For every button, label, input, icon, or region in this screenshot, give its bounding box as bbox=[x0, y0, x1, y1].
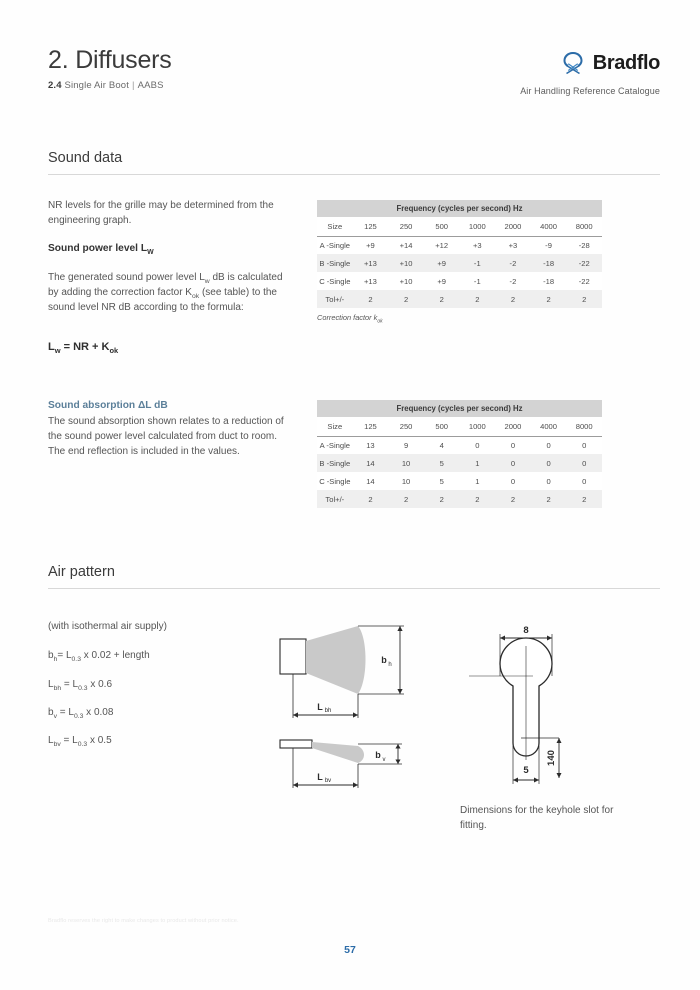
cell: +3 bbox=[495, 236, 531, 254]
brand-name: Bradflo bbox=[592, 51, 660, 74]
cell: -18 bbox=[531, 254, 567, 272]
cell: +13 bbox=[353, 254, 389, 272]
cell: +10 bbox=[388, 272, 424, 290]
formula-lhs-sub: bh bbox=[53, 685, 62, 692]
band-header-label: Frequency (cycles per second) Hz bbox=[317, 200, 602, 217]
sound-absorption-heading: Sound absorption ΔL dB bbox=[48, 400, 168, 411]
row-label: Tol+/- bbox=[317, 490, 353, 508]
cell: -22 bbox=[566, 272, 602, 290]
brand-tagline: Air Handling Reference Catalogue bbox=[520, 86, 660, 96]
power-text-2: dB is calculated by adding the correction factor K bbox=[48, 272, 283, 298]
power-text-1: The generated sound power level L bbox=[48, 272, 205, 283]
cell: 2 bbox=[424, 290, 460, 308]
cell: +10 bbox=[388, 254, 424, 272]
cell: 0 bbox=[495, 454, 531, 472]
vertical-throw-diagram bbox=[272, 732, 432, 799]
cell: 2 bbox=[531, 290, 567, 308]
row-label: Tol+/- bbox=[317, 290, 353, 308]
subsection-title: Single Air Boot bbox=[64, 80, 130, 91]
table-row bbox=[317, 290, 602, 308]
cell: 4 bbox=[424, 436, 460, 454]
caption-text: Correction factor k bbox=[317, 313, 378, 322]
freq-header-500: 500 bbox=[424, 217, 460, 236]
table-row bbox=[317, 236, 602, 254]
cell: 2 bbox=[424, 490, 460, 508]
cell: +12 bbox=[424, 236, 460, 254]
cell: -22 bbox=[566, 254, 602, 272]
freq-header-2000: 2000 bbox=[495, 417, 531, 436]
cell: -2 bbox=[495, 272, 531, 290]
freq-header-250: 250 bbox=[388, 217, 424, 236]
caption-subscript: ok bbox=[377, 318, 383, 325]
power-sub-2: ok bbox=[191, 293, 200, 300]
cell: 0 bbox=[531, 454, 567, 472]
freq-header-500: 500 bbox=[424, 417, 460, 436]
row-label: A -Single bbox=[317, 236, 353, 254]
band-header-label: Frequency (cycles per second) Hz bbox=[317, 400, 602, 417]
cell: 10 bbox=[388, 472, 424, 490]
cell: -1 bbox=[460, 272, 496, 290]
cell: +9 bbox=[424, 272, 460, 290]
size-column-header: Size bbox=[317, 417, 353, 436]
sound-absorption-table bbox=[317, 400, 602, 508]
formula-lhs-sub: bv bbox=[53, 741, 61, 748]
cell: +14 bbox=[388, 236, 424, 254]
absorption-table-wrap bbox=[317, 400, 602, 508]
correction-factor-table-wrap bbox=[317, 200, 602, 325]
cell: 9 bbox=[388, 436, 424, 454]
air-pattern-formula-4 bbox=[48, 733, 284, 748]
formula-lhs: L bbox=[48, 735, 54, 746]
power-sub-1: w bbox=[204, 278, 210, 285]
table-row bbox=[317, 272, 602, 290]
row-label: B -Single bbox=[317, 254, 353, 272]
table-column-header-row bbox=[317, 417, 602, 436]
freq-header-4000: 4000 bbox=[531, 217, 567, 236]
formula-rest: x 0.5 bbox=[87, 735, 112, 746]
horizontal-throw-diagram bbox=[272, 616, 432, 731]
freq-header-125: 125 bbox=[353, 417, 389, 436]
cell: 2 bbox=[566, 490, 602, 508]
row-label: B -Single bbox=[317, 454, 353, 472]
table-column-header-row bbox=[317, 217, 602, 236]
formula-eq-sub: 0.3 bbox=[73, 713, 84, 720]
air-pattern-formula-1 bbox=[48, 648, 284, 663]
sound-power-subscript: W bbox=[147, 249, 154, 257]
formula-eq: = L bbox=[57, 650, 72, 661]
table-row bbox=[317, 454, 602, 472]
cell: -2 bbox=[495, 254, 531, 272]
cell: 2 bbox=[388, 490, 424, 508]
cell: 2 bbox=[495, 490, 531, 508]
cell: 2 bbox=[566, 290, 602, 308]
sound-power-heading bbox=[48, 243, 284, 257]
subsection-number: 2.4 bbox=[48, 80, 62, 91]
cell: 0 bbox=[531, 436, 567, 454]
cell: 14 bbox=[353, 454, 389, 472]
page-header bbox=[48, 48, 660, 106]
sound-power-label: Sound power level L bbox=[48, 243, 148, 254]
formula-eq: = L bbox=[56, 707, 74, 718]
sound-power-formula bbox=[48, 337, 284, 355]
cell: 0 bbox=[460, 436, 496, 454]
freq-header-250: 250 bbox=[388, 417, 424, 436]
formula-lhs-sub: h bbox=[53, 656, 58, 663]
section-divider bbox=[48, 174, 660, 175]
freq-header-125: 125 bbox=[353, 217, 389, 236]
formula-eq: = L bbox=[60, 735, 78, 746]
formula-lhs: L bbox=[48, 679, 54, 690]
sound-data-title: Sound data bbox=[48, 150, 123, 166]
cell: 0 bbox=[566, 436, 602, 454]
section-divider bbox=[48, 588, 660, 589]
air-pattern-section-header bbox=[48, 564, 660, 589]
table-band-header-row bbox=[317, 400, 602, 417]
correction-factor-caption bbox=[317, 313, 602, 325]
air-pattern-formula-3 bbox=[48, 705, 284, 720]
formula-eq-sub: 0.3 bbox=[71, 656, 81, 663]
sound-absorption-block bbox=[48, 400, 284, 459]
formula-eq-sub: 0.3 bbox=[77, 741, 88, 748]
cell: 2 bbox=[388, 290, 424, 308]
svg-text:h: h bbox=[388, 662, 392, 668]
correction-factor-table bbox=[317, 200, 602, 308]
formula-rest: x 0.02 + length bbox=[80, 650, 150, 661]
power-text-3: (see table) to the sound level NR dB according to the formula: bbox=[48, 287, 277, 313]
formula-rhs-sub: ok bbox=[109, 346, 119, 356]
cell: 0 bbox=[531, 472, 567, 490]
air-pattern-title: Air pattern bbox=[48, 564, 115, 580]
cell: +9 bbox=[353, 236, 389, 254]
cell: -18 bbox=[531, 272, 567, 290]
subsection-separator: | bbox=[132, 80, 135, 91]
cell: +9 bbox=[424, 254, 460, 272]
l-bh-dimension-label: L bbox=[317, 702, 323, 712]
formula-lhs: b bbox=[48, 707, 54, 718]
cell: +3 bbox=[460, 236, 496, 254]
formula-rest: x 0.6 bbox=[87, 679, 113, 690]
freq-header-8000: 8000 bbox=[566, 217, 602, 236]
svg-text:bh: bh bbox=[324, 708, 332, 714]
subsection-code: AABS bbox=[137, 80, 164, 91]
freq-header-1000: 1000 bbox=[460, 417, 496, 436]
freq-header-1000: 1000 bbox=[460, 217, 496, 236]
cell: -1 bbox=[460, 254, 496, 272]
bradflo-logo-icon bbox=[560, 50, 586, 76]
formula-eq: = L bbox=[61, 679, 79, 690]
page-title: 2. Diffusers bbox=[48, 46, 172, 74]
cell: 2 bbox=[531, 490, 567, 508]
cell: 10 bbox=[388, 454, 424, 472]
isothermal-note: (with isothermal air supply) bbox=[48, 621, 167, 632]
air-pattern-note bbox=[48, 619, 284, 634]
cell: 14 bbox=[353, 472, 389, 490]
footer-disclaimer: Bradflo reserves the right to make changes to product without prior notice. bbox=[48, 918, 239, 924]
sound-data-intro bbox=[48, 198, 284, 228]
formula-lhs: b bbox=[48, 650, 54, 661]
table-row bbox=[317, 254, 602, 272]
sound-data-section-header bbox=[48, 150, 660, 175]
keyhole-caption: Dimensions for the keyhole slot for fitting. bbox=[460, 805, 614, 831]
brand-block bbox=[520, 50, 660, 96]
cell: 5 bbox=[424, 472, 460, 490]
cell: 2 bbox=[460, 490, 496, 508]
formula-mid: = NR + K bbox=[60, 341, 110, 353]
b-v-dimension-label: b bbox=[375, 750, 381, 760]
cell: 2 bbox=[460, 290, 496, 308]
size-column-header: Size bbox=[317, 217, 353, 236]
table-band-header-row bbox=[317, 200, 602, 217]
cell: 0 bbox=[566, 454, 602, 472]
cell: 2 bbox=[353, 490, 389, 508]
cell: 2 bbox=[353, 290, 389, 308]
cell: -28 bbox=[566, 236, 602, 254]
cell: 0 bbox=[566, 472, 602, 490]
cell: 0 bbox=[495, 472, 531, 490]
svg-text:bv: bv bbox=[324, 778, 332, 784]
table-row bbox=[317, 436, 602, 454]
formula-lhs-sub: w bbox=[54, 346, 61, 356]
svg-text:v: v bbox=[382, 757, 386, 763]
freq-header-4000: 4000 bbox=[531, 417, 567, 436]
cell: +13 bbox=[353, 272, 389, 290]
sound-power-paragraph bbox=[48, 270, 284, 315]
cell: 1 bbox=[460, 472, 496, 490]
table-row bbox=[317, 490, 602, 508]
keyhole-height-label: 140 bbox=[546, 750, 557, 766]
formula-eq-sub: 0.3 bbox=[78, 685, 88, 692]
cell: 1 bbox=[460, 454, 496, 472]
cell: 2 bbox=[495, 290, 531, 308]
air-pattern-formula-2 bbox=[48, 677, 284, 692]
formula-rest: x 0.08 bbox=[83, 707, 114, 718]
l-bv-dimension-label: L bbox=[317, 772, 323, 782]
keyhole-slot-diagram bbox=[455, 618, 635, 798]
cell: 5 bbox=[424, 454, 460, 472]
freq-header-8000: 8000 bbox=[566, 417, 602, 436]
row-label: C -Single bbox=[317, 272, 353, 290]
keyhole-top-width-label: 8 bbox=[523, 625, 529, 636]
table-row bbox=[317, 472, 602, 490]
b-h-dimension-label: b bbox=[381, 655, 387, 665]
intro-paragraph: NR levels for the grille may be determined from the engineering graph. bbox=[48, 200, 274, 226]
formula-lhs: L bbox=[48, 341, 55, 353]
cell: 13 bbox=[353, 436, 389, 454]
cell: 0 bbox=[495, 436, 531, 454]
sound-absorption-paragraph: The sound absorption shown relates to a reduction of the sound power level calculated from duct to room. The end reflection is included in the values. bbox=[48, 416, 284, 457]
keyhole-bottom-width-label: 5 bbox=[523, 765, 529, 776]
row-label: A -Single bbox=[317, 436, 353, 454]
page-number: 57 bbox=[344, 944, 356, 956]
cell: -9 bbox=[531, 236, 567, 254]
formula-lhs-sub: v bbox=[53, 713, 57, 720]
page-subtitle bbox=[48, 80, 172, 91]
freq-header-2000: 2000 bbox=[495, 217, 531, 236]
chapter-title-block bbox=[48, 48, 172, 91]
row-label: C -Single bbox=[317, 472, 353, 490]
